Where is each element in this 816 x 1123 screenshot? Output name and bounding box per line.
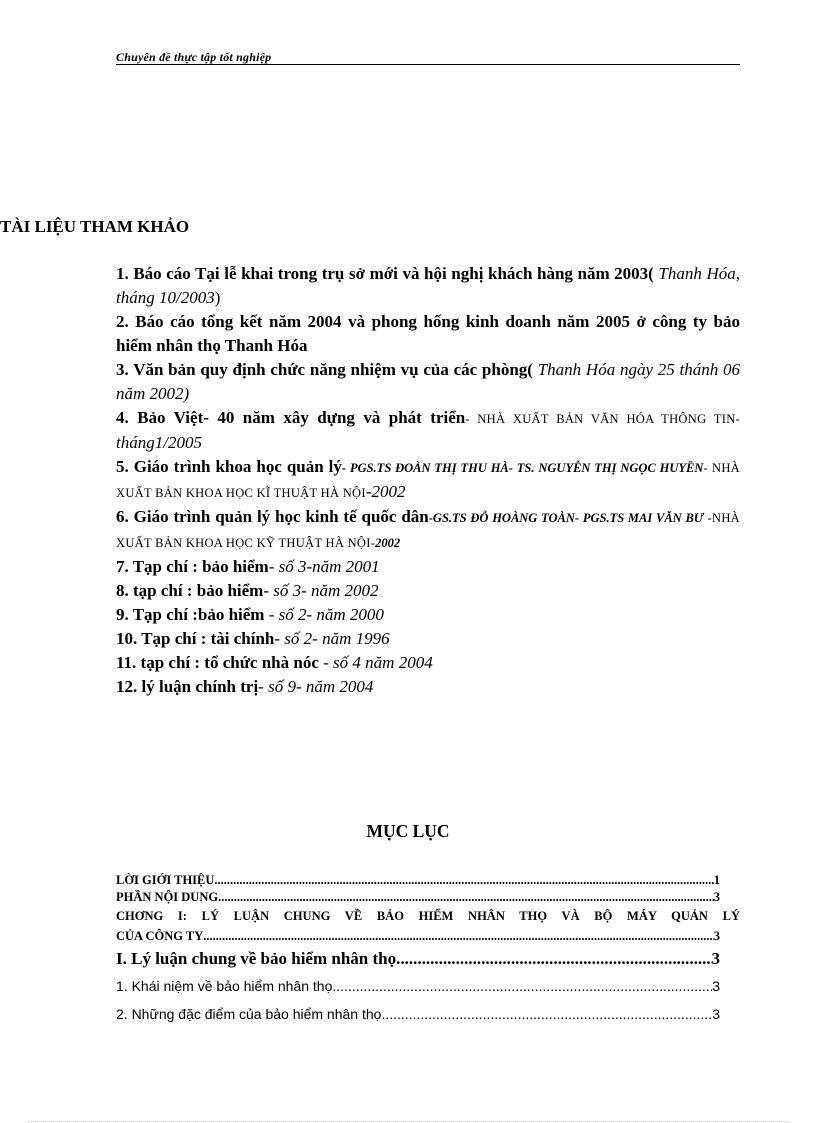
toc-title: MỤC LỤC xyxy=(366,821,450,841)
page-header xyxy=(116,50,740,65)
toc-entry-intro[interactable] xyxy=(116,872,720,889)
reference-publisher: - NHÀ XUẤT BẢN KHOA HỌC KĨ THUẬT HÀ NỘI xyxy=(116,461,741,500)
reference-item xyxy=(116,579,740,603)
toc-page-number: 3 xyxy=(711,949,720,968)
reference-detail: - số 3- năm 2002 xyxy=(263,581,379,600)
reference-publisher: - NHÀ XUẤT BẢN VĂN HÓA THÔNG TIN- xyxy=(465,412,740,426)
toc-entry-label: 2. Những đặc điểm của bảo hiểm nhân thọ xyxy=(116,1006,382,1022)
toc-leader-dots xyxy=(218,889,714,906)
toc-entry-subsection[interactable] xyxy=(116,1000,720,1028)
reference-detail: - số 3-năm 2001 xyxy=(268,557,380,576)
toc-entry-subsection[interactable] xyxy=(116,972,720,1000)
reference-item xyxy=(116,310,740,358)
toc-entry-label: LỜI GIỚI THIỆU xyxy=(116,873,215,887)
reference-title: 7. Tạp chí : bảo hiểm xyxy=(116,557,269,576)
reference-detail: Thanh Hóa, tháng 10/2003 xyxy=(116,264,740,307)
reference-end: ) xyxy=(214,288,221,307)
reference-item xyxy=(116,651,740,675)
toc-page-number: 3 xyxy=(713,890,720,904)
reference-item xyxy=(116,262,740,310)
reference-item xyxy=(116,603,740,627)
reference-authors: -GS.TS ĐỖ HOÀNG TOÀN- PGS.TS MAI VĂN BƯ xyxy=(428,511,704,525)
toc-leader-dots xyxy=(332,972,712,1000)
reference-detail: - số 2- năm 1996 xyxy=(274,629,390,648)
reference-title: 8. tạp chí : bảo hiểm xyxy=(116,581,264,600)
reference-authors: - PGS.TS ĐOÀN THỊ THU HÀ- TS. NGUYỄN THỊ NGỌC HUYỀN xyxy=(341,461,704,475)
toc-entry-part[interactable] xyxy=(116,889,720,906)
toc-entry-label: PHẦN NỘI DUNG xyxy=(116,890,219,904)
toc-chapter-title-cont: CỦA CÔNG TY xyxy=(116,929,204,943)
reference-title: 3. Văn bản quy định chức năng nhiệm vụ của các phòng( xyxy=(116,360,533,379)
reference-title: 11. tạp chí : tổ chức nhà nóc xyxy=(116,653,319,672)
reference-detail: 2002 xyxy=(375,536,401,550)
page-bottom-divider xyxy=(28,1121,788,1122)
reference-detail: - số 4 năm 2004 xyxy=(318,653,433,672)
reference-item xyxy=(116,505,740,555)
reference-detail: - số 2- năm 2000 xyxy=(264,605,384,624)
reference-title: 10. Tạp chí : tài chính xyxy=(116,629,275,648)
toc-leader-dots xyxy=(203,926,713,946)
toc-chapter-title: CHƠNG I: LÝ LUẬN CHUNG VỀ BẢO HIỂM NHÂN THỌ VÀ BỘ MÁY QUẢN LÝ xyxy=(116,909,740,923)
references-list xyxy=(116,262,740,699)
reference-title: 12. lý luận chính trị xyxy=(116,677,259,696)
reference-item xyxy=(116,627,740,651)
toc-entry-label: I. Lý luận chung về bảo hiểm nhân thọ xyxy=(116,949,397,968)
toc-entry-label: 1. Khái niệm về bảo hiểm nhân thọ xyxy=(116,978,333,994)
reference-item xyxy=(116,406,740,455)
table-of-contents xyxy=(116,872,740,1028)
reference-item xyxy=(116,358,740,406)
reference-title: 1. Báo cáo Tại lễ khai trong trụ sở mới và hội nghị khách hàng năm 2003( xyxy=(116,264,654,283)
reference-item xyxy=(116,455,740,505)
reference-title: 4. Bảo Việt- 40 năm xây dựng và phát triển xyxy=(116,408,466,427)
reference-title: 5. Giáo trình khoa học quản lý xyxy=(116,457,342,476)
references-title: TÀI LIỆU THAM KHẢO xyxy=(0,217,190,236)
reference-item xyxy=(116,555,740,579)
toc-leader-dots xyxy=(396,946,711,972)
toc-leader-dots xyxy=(214,872,713,889)
reference-detail: Thanh Hóa ngày 25 thánh 06 năm 2002) xyxy=(116,360,741,403)
reference-item xyxy=(116,675,740,699)
reference-detail: tháng1/2005 xyxy=(116,433,202,452)
toc-page-number: 1 xyxy=(713,873,720,887)
reference-title: 9. Tạp chí :bảo hiểm xyxy=(116,605,265,624)
toc-entry-chapter[interactable] xyxy=(116,906,740,946)
reference-detail: -2002 xyxy=(365,482,406,501)
header-text: Chuyên đề thực tập tốt nghiệp xyxy=(116,50,272,64)
reference-detail: - số 9- năm 2004 xyxy=(258,677,374,696)
toc-entry-section[interactable] xyxy=(116,946,720,972)
toc-leader-dots xyxy=(381,1000,712,1028)
toc-page-number: 3 xyxy=(712,1006,720,1022)
toc-page-number: 3 xyxy=(712,978,720,994)
reference-title: 6. Giáo trình quản lý học kinh tế quốc dân xyxy=(116,507,429,526)
reference-title: 2. Báo cáo tổng kết năm 2004 và phong hống kinh doanh năm 2005 ở công ty bảo hiểm nhân thọ Thanh Hóa xyxy=(116,312,740,355)
toc-page-number: 3 xyxy=(713,929,720,943)
reference-publisher: -NHÀ XUẤT BẢN KHOA HỌC KỸ THUẬT HÀ NỘI- xyxy=(116,511,740,550)
